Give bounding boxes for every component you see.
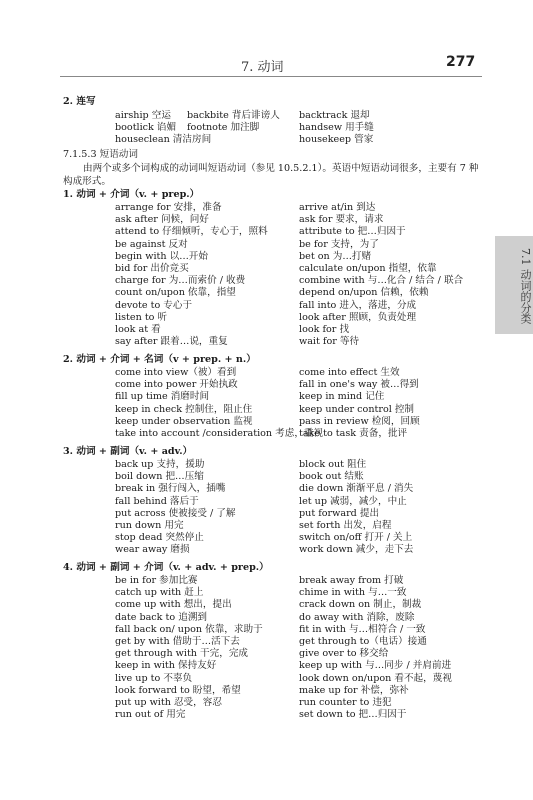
chapter-title: 7. 动词 [241, 60, 284, 75]
phrase-item: set forth 出发，启程 [299, 519, 392, 531]
phrase-item: take into account /consideration 考虑，重视 [115, 427, 324, 439]
group-right-column [299, 202, 463, 348]
phrase-item: chime in with 与…一致 [299, 587, 407, 599]
phrase-item: stop dead 突然停止 [115, 532, 204, 544]
phrase-item: catch up with 赶上 [115, 587, 204, 599]
phrase-item: look down on/upon 看不起，蔑视 [299, 672, 452, 684]
header-rule [60, 76, 482, 77]
phrase-item: fill up time 消磨时间 [115, 391, 210, 403]
phrase-item: depend on/upon 信赖，依赖 [299, 287, 429, 299]
phrase-item: combine with 与…化合 / 结合 / 联合 [299, 275, 464, 287]
phrase-item: be in for 参加比赛 [115, 575, 198, 586]
phrase-item: run down 用完 [115, 519, 184, 531]
phrase-item: be for 支持，为了 [299, 238, 379, 250]
phrase-item: come into view（被）看到 [115, 367, 237, 378]
phrase-item: fall into 进入，落进，分成 [299, 299, 417, 311]
group-heading: 1. 动词 + 介词（v. + prep.） [63, 189, 200, 200]
phrase-item: do away with 消除，废除 [299, 611, 415, 623]
phrase-item: keep in mind 记住 [299, 391, 385, 403]
section-title: 7.1.5.3 短语动词 [63, 149, 138, 160]
phrase-item: keep under control 控制 [299, 403, 415, 415]
compound-heading: 2. 连写 [63, 96, 96, 107]
side-tab-label: 7.1 动词的分类 [519, 248, 532, 324]
phrase-item: fall in one's way 被…得到 [299, 379, 419, 391]
chapter-side-tab [495, 236, 533, 334]
compound-cell: footnote 加注脚 [187, 122, 260, 134]
phrase-item: wait for 等待 [299, 336, 360, 348]
phrase-item: come up with 想出，提出 [115, 599, 232, 611]
group-right-column [299, 459, 413, 557]
phrase-item: get through to（电话）接通 [299, 635, 427, 647]
phrase-item: charge for 为…而索价 / 收费 [115, 275, 246, 287]
phrase-item: take to task 责备，批评 [299, 427, 408, 439]
phrase-item: calculate on/upon 指望，依靠 [299, 262, 437, 274]
phrase-item: book out 结账 [299, 471, 364, 483]
phrase-item: block out 阻住 [299, 459, 367, 470]
group-right-column [299, 367, 420, 440]
phrase-item: work down 减少，走下去 [299, 544, 414, 556]
phrase-item: die down 渐渐平息 / 消失 [299, 483, 414, 495]
phrase-item: come into power 开始执政 [115, 379, 238, 391]
phrase-item: run out of 用完 [115, 709, 186, 721]
phrase-item: arrange for 安排，准备 [115, 202, 222, 213]
group-heading: 4. 动词 + 副词 + 介词（v. + adv. + prep.） [63, 562, 269, 573]
phrase-item: give over to 移交给 [299, 648, 389, 660]
phrase-item: break in 强行闯入，插嘴 [115, 483, 226, 495]
phrase-item: fall behind 落后于 [115, 495, 199, 507]
group-left-column [115, 459, 235, 557]
compound-cell [187, 134, 280, 146]
phrase-item: ask after 问候，问好 [115, 214, 209, 226]
phrase-item: set down to 把…归因于 [299, 709, 407, 721]
phrase-item: bet on 为…打赌 [299, 250, 372, 262]
compound-cell: houseclean 清洁房间 [115, 134, 212, 146]
compound-col-2 [187, 110, 280, 147]
phrase-item: get by with 借助于…活下去 [115, 635, 240, 647]
phrase-item: ask for 要求，请求 [299, 214, 384, 226]
group-heading: 3. 动词 + 副词（v. + adv.） [63, 446, 193, 457]
phrase-item: switch on/off 打开 / 关上 [299, 532, 413, 544]
phrase-item: devote to 专心于 [115, 299, 193, 311]
phrase-item: fall back on/ upon 依靠，求助于 [115, 623, 263, 635]
phrase-item: come into effect 生效 [299, 367, 400, 378]
phrase-item: date back to 追溯到 [115, 611, 208, 623]
phrase-item: crack down on 制止，制裁 [299, 599, 422, 611]
group-right-column [299, 575, 452, 721]
page-number: 277 [446, 54, 476, 70]
phrase-item: run counter to 违犯 [299, 696, 392, 708]
phrase-item: put forward 提出 [299, 507, 380, 519]
phrase-item: attend to 仔细倾听，专心于，照料 [115, 226, 268, 238]
phrase-item: look at 看 [115, 323, 161, 335]
phrase-item: break away from 打破 [299, 575, 404, 586]
phrase-item: count on/upon 依靠，指望 [115, 287, 236, 299]
compound-cell: housekeep 管家 [299, 134, 374, 146]
group-left-column [115, 575, 263, 721]
phrase-item: be against 反对 [115, 238, 188, 250]
compound-cell: handsew 用手缝 [299, 122, 374, 134]
phrase-item: look for 找 [299, 323, 350, 335]
phrase-item: pass in review 检阅，回顾 [299, 415, 420, 427]
phrase-item: say after 跟着…说，重复 [115, 336, 228, 348]
phrase-item: arrive at/in 到达 [299, 202, 376, 213]
phrase-item: begin with 以…开始 [115, 250, 208, 262]
compound-cell: airship 空运 [115, 110, 171, 121]
compound-col-3 [299, 110, 374, 147]
compound-cell: backtrack 退却 [299, 110, 370, 121]
group-left-column [115, 367, 323, 440]
page-header [0, 52, 533, 78]
phrase-item: attribute to 把…归因于 [299, 226, 406, 238]
phrase-item: look forward to 盼望，希望 [115, 684, 241, 696]
phrase-item: keep in with 保持友好 [115, 660, 217, 672]
phrase-item: bid for 出价竞买 [115, 262, 189, 274]
section-intro: 由两个或多个词构成的动词叫短语动词（参见 10.5.2.1）。英语中短语动词很多，主要有 7 种构成形式。 [63, 163, 479, 187]
compound-cell: bootlick 谄媚 [115, 122, 177, 134]
phrase-item: keep in check 控制住，阻止住 [115, 403, 253, 415]
phrase-item: keep under observation 监视 [115, 415, 253, 427]
phrase-item: back up 支持，援助 [115, 459, 205, 470]
phrase-item: put up with 忍受，容忍 [115, 696, 222, 708]
phrase-item: put across 使被接受 / 了解 [115, 507, 236, 519]
group-heading: 2. 动词 + 介词 + 名词（v + prep. + n.） [63, 354, 256, 365]
group-left-column [115, 202, 268, 348]
phrase-item: listen to 听 [115, 311, 168, 323]
phrase-item: get through with 干完，完成 [115, 648, 249, 660]
phrase-item: keep up with 与…同步 / 并肩前进 [299, 660, 452, 672]
phrase-item: wear away 磨损 [115, 544, 190, 556]
phrase-item: look after 照顾，负责处理 [299, 311, 417, 323]
phrase-item: fit in with 与…相符合 / 一致 [299, 623, 426, 635]
phrase-item: make up for 补偿，弥补 [299, 684, 409, 696]
phrase-item: boil down 把…压缩 [115, 471, 204, 483]
phrase-item: let up 减弱，减少，中止 [299, 495, 407, 507]
phrase-item: live up to 不辜负 [115, 672, 193, 684]
compound-cell: backbite 背后诽谤人 [187, 110, 280, 121]
